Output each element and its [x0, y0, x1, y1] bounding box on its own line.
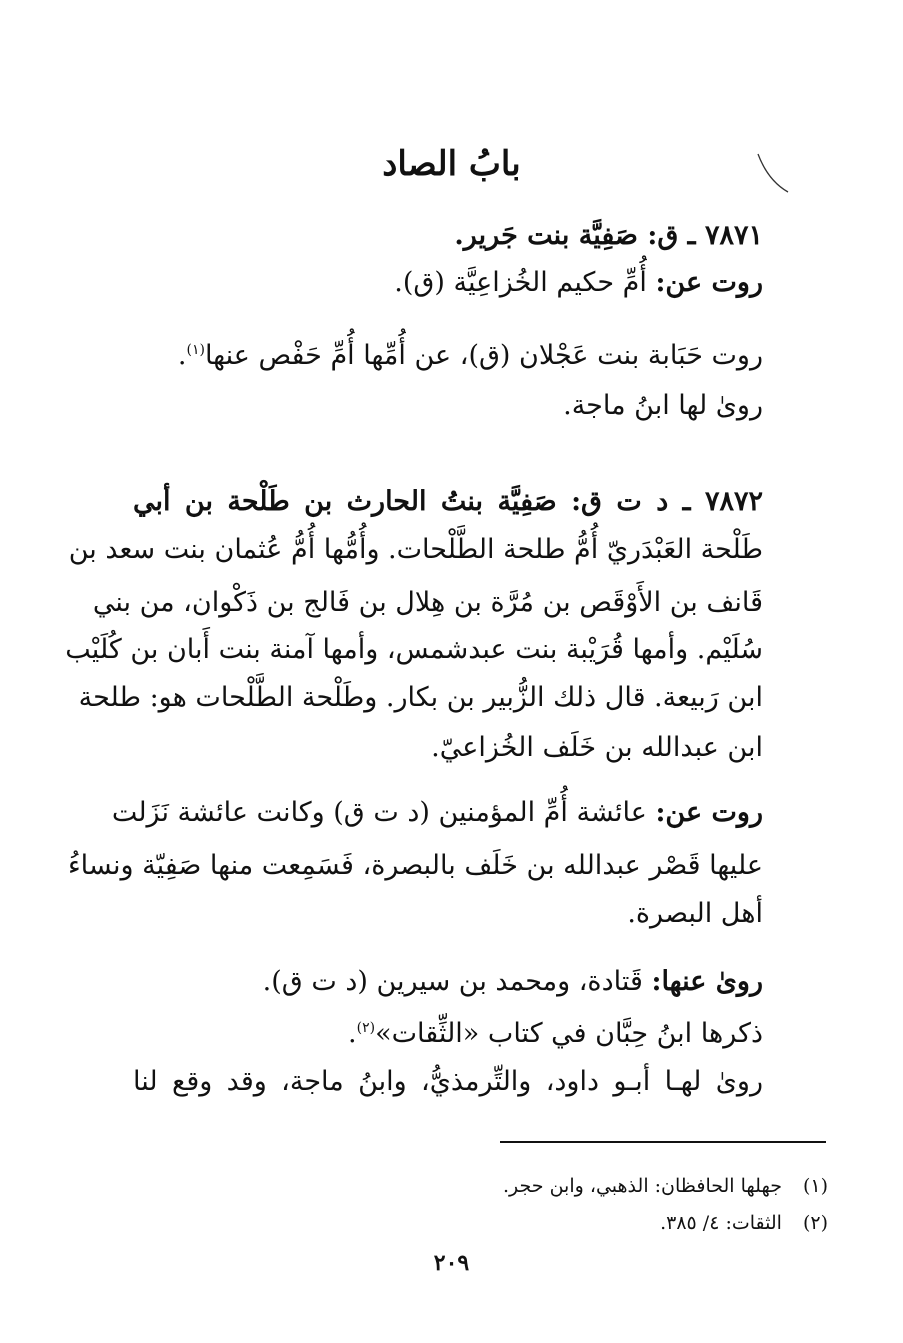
entry-7872-narrated-from-3: أهل البصرة. — [627, 898, 763, 929]
footnote-ref-1: (١) — [186, 342, 205, 358]
page-number: ٢٠٩ — [433, 1250, 470, 1276]
footnote-1-text: جهلها الحافظان: الذهبي، وابن حجر. — [503, 1175, 782, 1197]
narrated-from-label: روت عن: — [655, 267, 763, 298]
entry-7872-line5: ابن رَبيعة. قال ذلك الزُّبير بن بكار. وطَلْحة الطَّلْحات هو: طلحة — [78, 682, 763, 713]
chapter-title: بابُ الصاد — [382, 144, 521, 184]
footnote-separator — [500, 1141, 826, 1143]
line3-text: روت حَبَابة بنت عَجْلان (ق)، عن أُمِّها أُمِّ حَفْص عنها — [204, 340, 763, 371]
entry-7871-heading-text: ٧٨٧١ ـ ق: صَفِيَّة بنت جَرير. — [454, 220, 763, 251]
footnote-ref-2: (٢) — [356, 1020, 376, 1036]
entry-7872-narrated-from-1 — [111, 793, 763, 833]
entry-7871-narrated-from — [394, 263, 763, 303]
entry-7871-line4: روىٰ لها ابنُ ماجة. — [563, 390, 763, 421]
entry-7872-line4: سُلَيْم. وأمها قُرَيْبة بنت عبدشمس، وأمها آمنة بنت أَبان بن كُلَيْب — [65, 634, 763, 665]
entry-7872-line3: قَانف بن الأَوْقَص بن مُرَّة بن هِلال بن فَالج بن ذَكْوان، من بني — [92, 587, 763, 618]
footnote-2-number: (٢) — [802, 1212, 828, 1234]
entry-7871-heading — [454, 216, 763, 256]
narrated-from-text: أُمِّ حكيم الخُزاعِيَّة (ق). — [394, 267, 647, 298]
narrated-by-label: روىٰ عنها: — [651, 966, 763, 997]
footnote-2 — [660, 1209, 828, 1237]
narrated-from-text-2: عائشة أُمِّ المؤمنين (د ت ق) وكانت عائشة نَزَلت — [111, 797, 647, 828]
entry-7872-narrated-from-2: عليها قَصْر عبدالله بن خَلَف بالبصرة، فَسَمِعت منها صَفِيّة ونساءُ — [67, 850, 763, 881]
entry-7872-line2: طَلْحة العَبْدَريّ أُمُّ طلحة الطَّلْحات. وأُمُّها أُمُّ عُثمان بنت سعد بن — [68, 534, 763, 565]
entry-7872-ibn-hibban — [348, 1008, 763, 1054]
footnote-1 — [503, 1172, 828, 1200]
narrated-by-text: قَتادة، ومحمد بن سيرين (د ت ق). — [262, 966, 643, 997]
entry-7872-line1 — [133, 482, 763, 522]
footnote-1-number: (١) — [802, 1175, 828, 1197]
entry-7872-heading-text: ٧٨٧٢ ـ د ت ق: صَفِيَّة بنتُ الحارث بن طَلْحة بن أبي — [133, 486, 763, 517]
entry-7871-line3 — [178, 330, 763, 376]
entry-7872-narrated-by — [263, 962, 763, 1002]
footnote-2-text: الثقات: ٤/ ٣٨٥. — [660, 1212, 782, 1234]
entry-7872-last-line: روىٰ لهـا أبـو داود، والتِّرمذيُّ، وابنُ ماجة، وقد وقع لنا — [133, 1066, 763, 1097]
entry-7872-line6: ابن عبدالله بن خَلَف الخُزاعيّ. — [431, 732, 763, 763]
ibn-hibban-end: . — [348, 1018, 357, 1049]
line3-end: . — [177, 340, 187, 371]
ibn-hibban-text: ذكرها ابنُ حِبَّان في كتاب «الثِّقات» — [375, 1018, 763, 1049]
narrated-from-label-2: روت عن: — [655, 797, 763, 828]
